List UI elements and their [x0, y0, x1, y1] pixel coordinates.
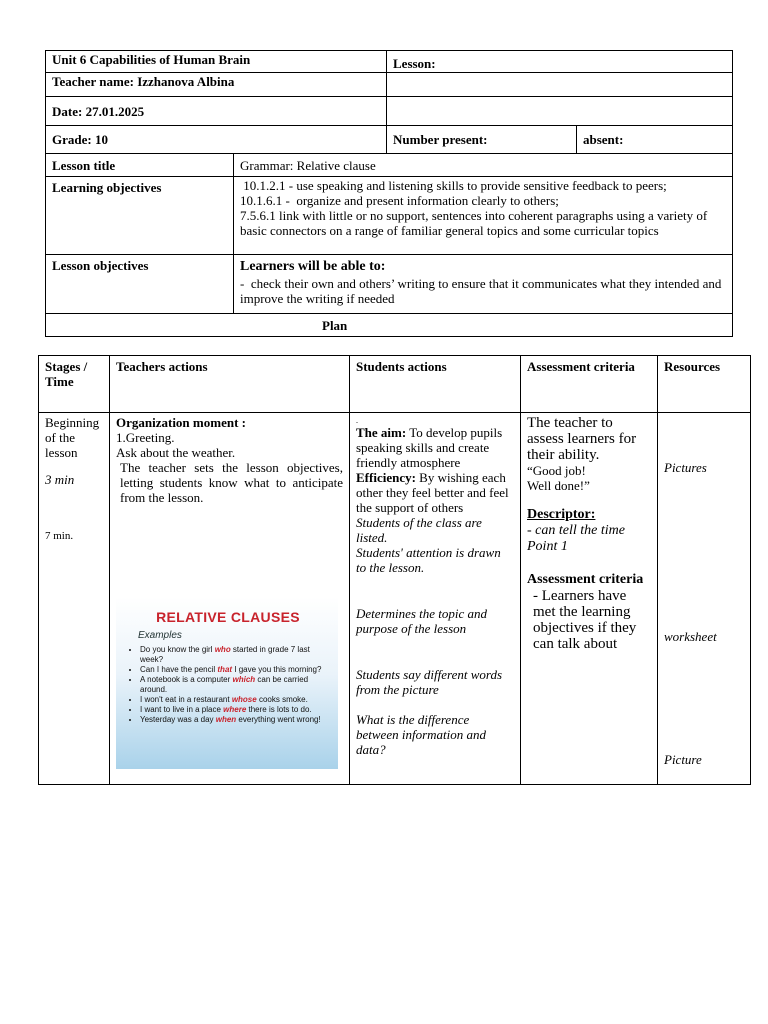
lesson-title-label: Lesson title — [46, 154, 234, 177]
students-actions-cell — [350, 413, 521, 785]
stage-beginning: Beginning of the lesson — [45, 415, 100, 460]
resource-pictures: Pictures — [664, 460, 707, 475]
plan-table — [38, 355, 751, 785]
determines-topic: Determines the topic and purpose of the lesson — [356, 606, 488, 636]
slide-title: RELATIVE CLAUSES — [156, 609, 300, 625]
resources-cell — [658, 413, 751, 785]
stage-cell — [39, 413, 110, 785]
students-listed: Students of the class are listed. — [356, 515, 482, 545]
assessment-criteria-label: Assessment criteria — [527, 572, 644, 587]
well-done: Well done!” — [527, 478, 590, 493]
lesson-objectives-text: - check their own and others’ writing to ensure that it communicates what they intended and improve the writing if needed — [240, 276, 725, 306]
descriptor-point: Point 1 — [527, 539, 568, 554]
lesson-label: Lesson: — [387, 51, 733, 73]
slide-example: • Can I have the pencil that I gave you this morning? — [140, 665, 330, 675]
slide-subtitle: Examples — [138, 630, 182, 641]
assessment-cell — [521, 413, 658, 785]
stage-time-7: 7 min. — [45, 530, 74, 542]
sets-objectives: The teacher sets the lesson objectives, letting students know what to anticipate from the lesson. — [120, 460, 343, 505]
slide-examples — [126, 645, 330, 725]
objective-1: 10.1.2.1 - use speaking and listening skills to provide sensitive feedback to peers; — [240, 178, 667, 193]
resource-picture: Picture — [664, 752, 702, 767]
objective-2: 10.1.6.1 - organize and present information clearly to others; — [240, 193, 559, 208]
relative-clauses-slide-image — [116, 597, 338, 769]
slide-example: • Do you know the girl who started in grade 7 last week? — [140, 645, 330, 665]
lesson-objectives-label: Lesson objectives — [46, 255, 234, 314]
header-resources: Resources — [658, 356, 751, 413]
difference-question: What is the difference between information and data? — [356, 712, 486, 757]
stray-dot: . — [356, 416, 358, 425]
slide-example: • I won't eat in a restaurant whose cooks smoke. — [140, 695, 330, 705]
students-attention: Students' attention is drawn to the lesson. — [356, 545, 501, 575]
lesson-objectives-heading: Learners will be able to: — [240, 259, 386, 274]
teacher-name: Teacher name: Izzhanova Albina — [46, 73, 387, 97]
lesson-value-cell — [387, 73, 733, 97]
ask-weather: Ask about the weather. — [116, 445, 236, 460]
descriptor-label: Descriptor: — [527, 507, 596, 522]
efficiency: Efficiency: By wishing each other they feel better and feel the support of others — [356, 470, 509, 515]
unit-title: Unit 6 Capabilities of Human Brain — [46, 51, 387, 73]
good-job: “Good job! — [527, 463, 586, 478]
resource-worksheet: worksheet — [664, 629, 717, 644]
descriptor-text: - can tell the time — [527, 523, 625, 538]
teacher-assess: The teacher to assess learners for their ability. — [527, 415, 637, 463]
objective-3: 7.5.6.1 link with little or no support, sentences into coherent paragraphs using a variety of basic connectors on a range of familiar general topics and some curricular topics — [240, 208, 708, 238]
lesson-objectives — [234, 255, 733, 314]
students-say-words: Students say different words from the picture — [356, 667, 503, 697]
stage-time-3: 3 min — [45, 472, 75, 487]
header-students-actions: Students actions — [350, 356, 521, 413]
grade: Grade: 10 — [46, 126, 387, 154]
slide-example: • Yesterday was a day when everything went wrong! — [140, 715, 330, 725]
header-teachers-actions: Teachers actions — [110, 356, 350, 413]
header-stages: Stages / Time — [39, 356, 110, 413]
absent: absent: — [577, 126, 733, 154]
slide-example: • I want to live in a place where there is lots to do. — [140, 705, 330, 715]
plan-heading: Plan — [46, 314, 733, 337]
number-present: Number present: — [387, 126, 577, 154]
aim: The aim: To develop pupils speaking skills and create friendly atmosphere — [356, 425, 503, 470]
learning-objectives-label: Learning objectives — [46, 177, 234, 255]
header-assessment-criteria: Assessment criteria — [521, 356, 658, 413]
teacher-actions-cell — [110, 413, 350, 785]
lesson-title: Grammar: Relative clause — [234, 154, 733, 177]
date: Date: 27.01.2025 — [46, 97, 387, 126]
slide-example: • A notebook is a computer which can be carried around. — [140, 675, 330, 695]
learning-objectives — [234, 177, 733, 255]
lesson-info-table — [45, 50, 733, 337]
greeting: 1.Greeting. — [116, 430, 175, 445]
org-moment-heading: Organization moment : — [116, 415, 246, 430]
assessment-criteria-text: - Learners have met the learning objectives if they can talk about — [533, 588, 637, 652]
empty-cell — [387, 97, 733, 126]
